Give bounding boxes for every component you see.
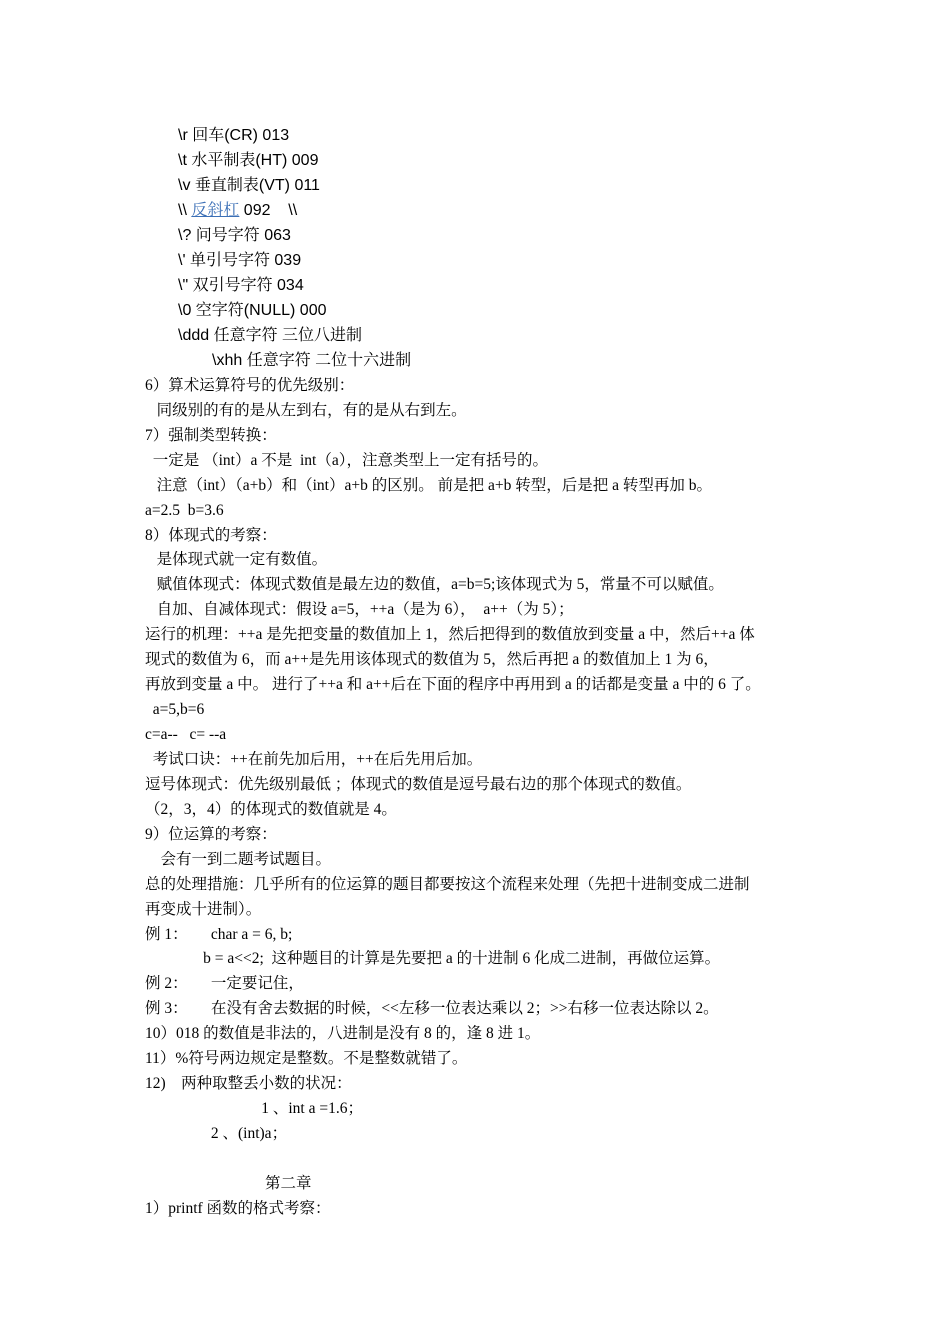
escape-backslash [178,200,297,222]
text-line: 2 、(int)a； [145,1125,288,1142]
section-heading: 7）强制类型转换： [145,427,277,444]
backslash-link[interactable]: 反斜杠 [191,202,240,219]
text-line: 是体现式就一定有数值。 [145,551,328,568]
example-line: 例 3： 在没有舍去数据的时候，<<左移一位表达乘以 2；>>右移一位表达除以 2。 [145,1000,719,1017]
escape-text: \? 问号字符 063 [178,227,291,244]
escape-hex [212,350,411,372]
escape-text: \\ [178,202,192,219]
section-heading: 1）printf 函数的格式考察： [145,1200,331,1217]
text-line: 12) 两种取整丢小数的状况： [145,1075,352,1092]
escape-text: \v 垂直制表(VT) 011 [178,177,320,194]
escape-double-quote [178,275,304,297]
text-line: 现式的数值为 6，而 a++是先用该体现式的数值为 5，然后再把 a 的数值加上 1 为 6， [145,651,719,668]
text-line: a=2.5 b=3.6 [145,502,224,519]
example-line: 例 2： 一定要记住， [145,975,304,992]
escape-text: \" 双引号字符 034 [178,277,304,294]
text-line: 同级别的有的是从左到右，有的是从右到左。 [145,402,467,419]
example-line: b = a<<2; 这种题目的计算是先要把 a 的十进制 6 化成二进制，再做位运算。 [145,950,721,967]
text-line: 1 、int a =1.6； [145,1100,363,1117]
text-line: 赋值体现式：体现式数值是最左边的数值，a=b=5;该体现式为 5，常量不可以赋值。 [145,576,724,593]
text-line: c=a-- c= --a [145,726,227,743]
escape-null [178,300,327,322]
escape-tab [178,150,318,172]
text-line: 再变成十进制）。 [145,901,262,918]
escape-cr [178,125,289,147]
text-line: 运行的机理：++a 是先把变量的数值加上 1，然后把得到的数值放到变量 a 中，然后++a 体 [145,626,755,643]
escape-question [178,225,291,247]
escape-text: 092 \\ [239,202,298,219]
text-line: 10）018 的数值是非法的，八进制是没有 8 的，逢 8 进 1。 [145,1025,541,1042]
escape-text: \ddd 任意字符 三位八进制 [178,327,363,344]
escape-text: \t 水平制表(HT) 009 [178,152,319,169]
section-heading: 9）位运算的考察： [145,826,277,843]
text-line: 总的处理措施：几乎所有的位运算的题目都要按这个流程来处理（先把十进制变成二进制 [145,876,750,893]
text-line: 再放到变量 a 中。 进行了++a 和 a++后在下面的程序中再用到 a 的话都是变量 a 中的 6 了。 [145,676,761,693]
text-line: （2，3，4）的体现式的数值就是 4。 [145,801,397,818]
escape-text: \xhh 任意字符 二位十六进制 [212,352,412,369]
text-line: 一定是 （int）a 不是 int（a），注意类型上一定有括号的。 [145,452,548,469]
text-line: a=5,b=6 [145,701,205,718]
text-line: 逗号体现式：优先级别最低 ；体现式的数值是逗号最右边的那个体现式的数值。 [145,776,692,793]
section-heading: 6）算术运算符号的优先级别： [145,377,355,394]
escape-vt [178,175,320,197]
escape-text: \' 单引号字符 039 [178,252,302,269]
chapter-title: 第二章 [265,1175,312,1192]
escape-text: \0 空字符(NULL) 000 [178,302,327,319]
text-line: 考试口诀：++在前先加后用，++在后先用后加。 [145,751,483,768]
text-line: 会有一到二题考试题目。 [145,851,332,868]
escape-text: \r 回车(CR) 013 [178,127,290,144]
section-heading: 8）体现式的考察： [145,527,277,544]
escape-single-quote [178,250,301,272]
text-line: 自加、自减体现式：假设 a=5，++a（是为 6）， a++（为 5）； [145,601,574,618]
text-line: 11）%符号两边规定是整数。不是整数就错了。 [145,1050,468,1067]
text-line: 注意（int）（a+b）和（int）a+b 的区别。 前是把 a+b 转型，后是把 a 转型再加 b。 [145,477,712,494]
example-line: 例 1： char a = 6, b; [145,926,293,943]
escape-octal [178,325,362,347]
